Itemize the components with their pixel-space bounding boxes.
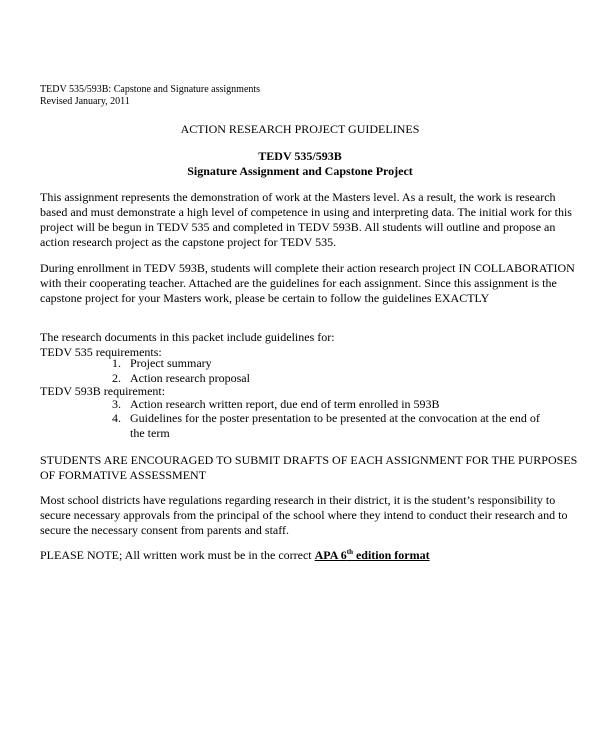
tedv593b-requirement-label: TEDV 593B requirement: [40,384,166,398]
list-item-text: Project summary [130,356,212,370]
list-item-text: Action research written report, due end of term enrolled in 593B [130,397,440,411]
documents-intro: The research documents in this packet include guidelines for: [40,330,335,344]
please-note-text: PLEASE NOTE; All written work must be in the correct [40,548,315,562]
approvals-paragraph: Most school districts have regulations regarding research in their district, it is the student’s responsibility to secure necessary approvals from the principal of the school where they intend to conduct their research and to secure the necessary consent from parents and staff. [40,493,568,537]
intro-paragraph: This assignment represents the demonstration of work at the Masters level. As a result, the work is research based and must demonstrate a high level of competence in using and interpreting data. The initial work for this project will be begun in TEDV 535 and completed in TEDV 593B. All students will outline and propose an action research project as the capstone project for TEDV 535. [40,190,572,249]
document-subtitle-block [0,149,600,179]
course-title: TEDV 535/593B [258,149,342,163]
header-revised-line: Revised January, 2011 [40,96,130,107]
list-item [112,411,540,440]
apa-link-part2: edition format [352,548,430,562]
apa-link-part1: APA 6 [314,548,347,562]
document-title: ACTION RESEARCH PROJECT GUIDELINES [180,122,420,136]
list-item [112,397,440,412]
please-note-paragraph [40,548,580,563]
list-item-text: Guidelines for the poster presentation to be presented at the convocation at the end of the term [130,411,540,440]
header-course-line: TEDV 535/593B: Capstone and Signature assignments [40,84,261,95]
list-item-number: 2. [112,371,121,385]
drafts-encouraged-notice: STUDENTS ARE ENCOURAGED TO SUBMIT DRAFTS OF EACH ASSIGNMENT FOR THE PURPOSES OF FORMATIVE ASSESSMENT [40,453,578,482]
enrollment-paragraph: During enrollment in TEDV 593B, students will complete their action research project IN COLLABORATION with their cooperating teacher. Attached are the guidelines for each assignment. Since this assignment is the capstone project for your Masters work, please be certain to follow the guidelines EXACTLY [40,261,575,305]
apa-format-link[interactable] [315,548,430,562]
list-item-text: Action research proposal [130,371,250,385]
list-item-number: 1. [112,356,121,370]
tedv535-requirements-label: TEDV 535 requirements: [40,345,162,359]
assignment-title: Signature Assignment and Capstone Project [187,164,413,178]
list-item-number: 4. [112,411,121,425]
document-header [40,84,260,108]
list-item [112,356,212,371]
apa-link-superscript: th [346,548,353,556]
list-item-number: 3. [112,397,121,411]
